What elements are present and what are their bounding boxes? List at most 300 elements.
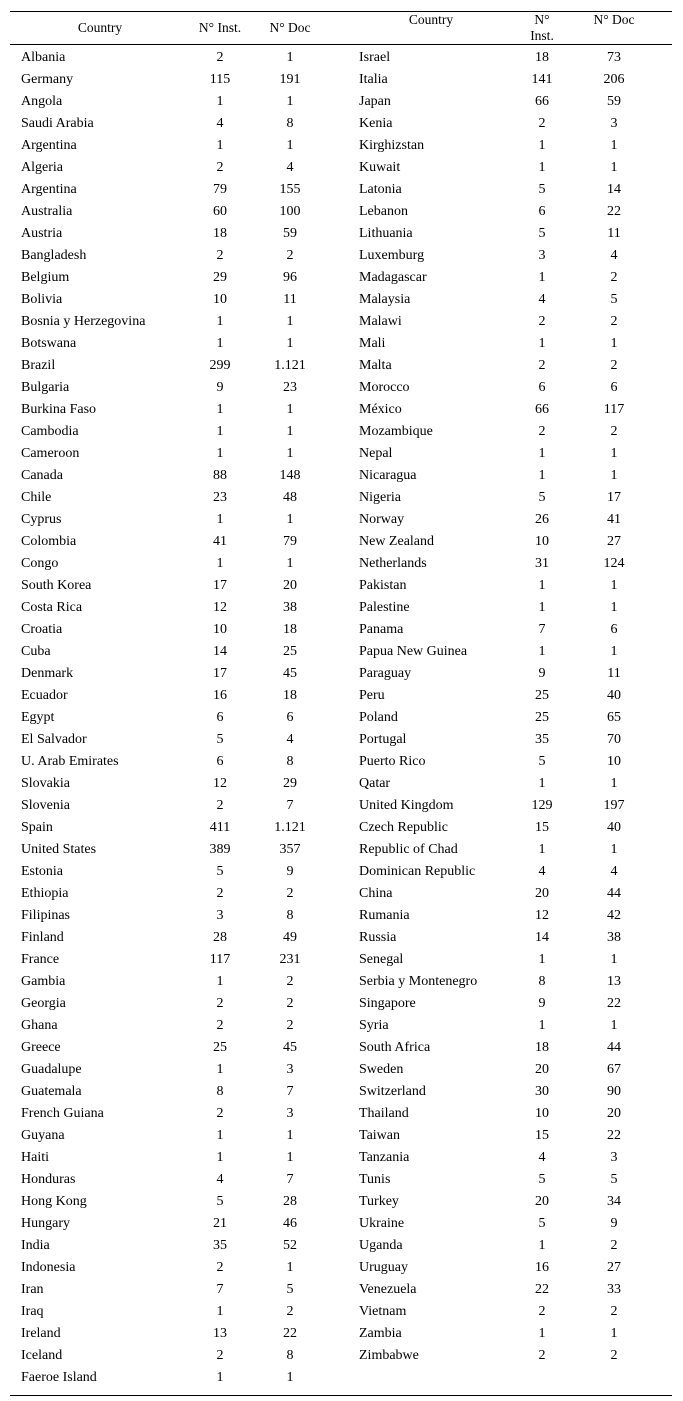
table-row	[10, 575, 341, 597]
cell-country: Zambia	[359, 1326, 402, 1341]
cell-inst: 8	[538, 974, 546, 989]
table-row	[10, 201, 341, 223]
cell-doc: 34	[607, 1194, 621, 1209]
cell-doc: 40	[607, 688, 621, 703]
cell-inst: 9	[538, 996, 546, 1011]
cell-country: New Zealand	[359, 534, 435, 549]
cell-inst: 23	[213, 490, 227, 505]
cell-doc: 18	[283, 688, 297, 703]
table-row	[341, 817, 672, 839]
header-country-left: Country	[77, 20, 123, 35]
table-row	[341, 553, 672, 575]
cell-country: Georgia	[21, 996, 66, 1011]
cell-doc: 3	[610, 116, 618, 131]
cell-country: Palestine	[359, 600, 410, 615]
cell-country: Israel	[359, 50, 391, 65]
cell-doc: 38	[607, 930, 621, 945]
cell-doc: 22	[607, 1128, 621, 1143]
cell-inst: 13	[213, 1326, 227, 1341]
cell-inst: 26	[535, 512, 549, 527]
cell-doc: 42	[607, 908, 621, 923]
cell-inst: 20	[535, 886, 549, 901]
table-row	[341, 707, 672, 729]
cell-country: France	[21, 952, 60, 967]
cell-country: Australia	[21, 204, 73, 219]
right-column	[341, 47, 672, 1389]
cell-inst: 1	[216, 336, 224, 351]
cell-country: Bolivia	[21, 292, 63, 307]
cell-inst: 28	[213, 930, 227, 945]
table-row	[10, 1191, 341, 1213]
cell-country: Tunis	[359, 1172, 391, 1187]
table-row	[341, 1235, 672, 1257]
cell-inst: 25	[535, 710, 549, 725]
cell-inst: 1	[538, 138, 546, 153]
cell-inst: 1	[538, 578, 546, 593]
cell-inst: 66	[535, 402, 549, 417]
table-row	[10, 333, 341, 355]
cell-doc: 9	[286, 864, 294, 879]
cell-inst: 25	[535, 688, 549, 703]
table-row	[341, 927, 672, 949]
cell-country: Italia	[359, 72, 388, 87]
cell-inst: 12	[535, 908, 549, 923]
header-left	[10, 20, 341, 36]
cell-country: Uganda	[359, 1238, 403, 1253]
cell-inst: 1	[216, 512, 224, 527]
cell-inst: 3	[216, 908, 224, 923]
cell-country: Nigeria	[359, 490, 401, 505]
table-row	[10, 729, 341, 751]
cell-inst: 6	[538, 380, 546, 395]
header-doc-left: N° Doc	[269, 20, 311, 35]
cell-doc: 5	[286, 1282, 294, 1297]
cell-doc: 1	[286, 446, 294, 461]
cell-doc: 1	[610, 952, 618, 967]
table-row	[341, 883, 672, 905]
table-row	[341, 597, 672, 619]
cell-country: Belgium	[21, 270, 70, 285]
table-row	[341, 465, 672, 487]
table-row	[10, 817, 341, 839]
cell-doc: 23	[283, 380, 297, 395]
cell-doc: 1	[610, 336, 618, 351]
table-row	[10, 157, 341, 179]
cell-inst: 17	[213, 578, 227, 593]
cell-inst: 16	[213, 688, 227, 703]
table-row	[341, 575, 672, 597]
cell-country: Angola	[21, 94, 63, 109]
cell-inst: 2	[538, 314, 546, 329]
cell-country: Haiti	[21, 1150, 49, 1165]
cell-inst: 15	[535, 1128, 549, 1143]
cell-doc: 29	[283, 776, 297, 791]
cell-inst: 1	[538, 336, 546, 351]
cell-doc: 2	[610, 314, 618, 329]
table-row	[341, 443, 672, 465]
cell-inst: 2	[216, 248, 224, 263]
cell-doc: 5	[610, 292, 618, 307]
cell-country: Kenia	[359, 116, 393, 131]
table-row	[341, 619, 672, 641]
cell-inst: 2	[538, 1304, 546, 1319]
table-row	[341, 311, 672, 333]
cell-country: Netherlands	[359, 556, 427, 571]
table-row	[10, 993, 341, 1015]
cell-doc: 59	[607, 94, 621, 109]
cell-country: Mozambique	[359, 424, 433, 439]
table-row	[10, 135, 341, 157]
table-row	[10, 773, 341, 795]
cell-doc: 1	[286, 314, 294, 329]
cell-inst: 4	[216, 116, 224, 131]
cell-inst: 1	[538, 842, 546, 857]
table-row	[10, 1323, 341, 1345]
cell-country: México	[359, 402, 402, 417]
cell-country: Poland	[359, 710, 398, 725]
table-row	[10, 905, 341, 927]
cell-country: Guadalupe	[21, 1062, 82, 1077]
table-row	[341, 751, 672, 773]
cell-country: United States	[21, 842, 97, 857]
table-row	[10, 1213, 341, 1235]
cell-doc: 1	[286, 94, 294, 109]
table-row	[341, 531, 672, 553]
cell-doc: 2	[610, 358, 618, 373]
cell-doc: 46	[283, 1216, 297, 1231]
cell-country: South Africa	[359, 1040, 431, 1055]
cell-inst: 2	[216, 50, 224, 65]
cell-country: Germany	[21, 72, 74, 87]
cell-inst: 2	[538, 1348, 546, 1363]
table-row	[10, 531, 341, 553]
table-row	[10, 1147, 341, 1169]
table-row	[341, 1345, 672, 1367]
cell-inst: 15	[535, 820, 549, 835]
table-row	[10, 1015, 341, 1037]
cell-inst: 10	[213, 622, 227, 637]
cell-inst: 1	[538, 1238, 546, 1253]
cell-country: Albania	[21, 50, 66, 65]
table-row	[341, 993, 672, 1015]
cell-doc: 4	[286, 160, 294, 175]
table-row	[341, 1081, 672, 1103]
table-row	[341, 1279, 672, 1301]
cell-country: Morocco	[359, 380, 410, 395]
table-row	[341, 1147, 672, 1169]
cell-country: Saudi Arabia	[21, 116, 94, 131]
cell-doc: 2	[610, 1238, 618, 1253]
cell-inst: 14	[213, 644, 227, 659]
table-row	[341, 69, 672, 91]
cell-inst: 88	[213, 468, 227, 483]
cell-country: Greece	[21, 1040, 61, 1055]
table-row	[341, 399, 672, 421]
cell-doc: 96	[283, 270, 297, 285]
cell-inst: 6	[216, 754, 224, 769]
cell-inst: 60	[213, 204, 227, 219]
cell-country: Lebanon	[359, 204, 408, 219]
cell-doc: 17	[607, 490, 621, 505]
cell-country: Norway	[359, 512, 405, 527]
table-row	[10, 553, 341, 575]
cell-inst: 25	[213, 1040, 227, 1055]
cell-doc: 49	[283, 930, 297, 945]
table-row	[10, 641, 341, 663]
table-row	[10, 377, 341, 399]
cell-doc: 44	[607, 1040, 621, 1055]
cell-country: Panama	[359, 622, 404, 637]
table-row	[10, 1169, 341, 1191]
table-row	[341, 839, 672, 861]
table-row	[341, 113, 672, 135]
table-row	[341, 135, 672, 157]
table-row	[10, 289, 341, 311]
cell-doc: 14	[607, 182, 621, 197]
table-row	[10, 795, 341, 817]
cell-doc: 8	[286, 1348, 294, 1363]
table-row	[341, 267, 672, 289]
cell-doc: 1	[610, 644, 618, 659]
cell-country: Russia	[359, 930, 397, 945]
cell-doc: 27	[607, 534, 621, 549]
table-row	[10, 223, 341, 245]
table-row	[341, 509, 672, 531]
cell-inst: 20	[535, 1194, 549, 1209]
cell-country: Burkina Faso	[21, 402, 97, 417]
table-row	[341, 773, 672, 795]
table-row	[10, 245, 341, 267]
cell-inst: 4	[216, 1172, 224, 1187]
cell-doc: 1	[286, 1128, 294, 1143]
cell-doc: 10	[607, 754, 621, 769]
cell-inst: 411	[209, 820, 231, 835]
cell-doc: 2	[286, 1304, 294, 1319]
table-row	[10, 1059, 341, 1081]
cell-country: Tanzania	[359, 1150, 410, 1165]
cell-doc: 1	[610, 776, 618, 791]
cell-inst: 1	[216, 1370, 224, 1385]
cell-country: Cuba	[21, 644, 51, 659]
cell-country: Filipinas	[21, 908, 71, 923]
cell-doc: 59	[283, 226, 297, 241]
table-row	[341, 333, 672, 355]
cell-doc: 9	[610, 1216, 618, 1231]
table-row	[341, 1257, 672, 1279]
table-row	[10, 421, 341, 443]
cell-country: Kuwait	[359, 160, 401, 175]
cell-doc: 4	[610, 248, 618, 263]
cell-doc: 27	[607, 1260, 621, 1275]
cell-doc: 1	[286, 424, 294, 439]
cell-inst: 9	[216, 380, 224, 395]
cell-inst: 1	[216, 1128, 224, 1143]
cell-inst: 12	[213, 776, 227, 791]
table-row	[341, 421, 672, 443]
table-row	[10, 1367, 341, 1389]
cell-country: Mali	[359, 336, 386, 351]
cell-country: El Salvador	[21, 732, 87, 747]
cell-inst: 1	[538, 600, 546, 615]
cell-country: Slovakia	[21, 776, 70, 791]
cell-doc: 206	[603, 72, 625, 87]
cell-country: Singapore	[359, 996, 416, 1011]
cell-country: Kirghizstan	[359, 138, 425, 153]
cell-inst: 5	[538, 1172, 546, 1187]
table-row	[10, 1081, 341, 1103]
cell-country: Luxemburg	[359, 248, 425, 263]
cell-doc: 155	[279, 182, 301, 197]
cell-doc: 20	[283, 578, 297, 593]
cell-country: Latonia	[359, 182, 402, 197]
cell-country: Bangladesh	[21, 248, 87, 263]
table-row	[10, 443, 341, 465]
cell-inst: 18	[535, 1040, 549, 1055]
table-row	[10, 1125, 341, 1147]
table-row	[10, 663, 341, 685]
cell-country: Guatemala	[21, 1084, 82, 1099]
cell-doc: 1	[610, 138, 618, 153]
cell-country: Malawi	[359, 314, 402, 329]
cell-inst: 79	[213, 182, 227, 197]
table-row	[341, 1059, 672, 1081]
cell-inst: 10	[535, 534, 549, 549]
cell-inst: 14	[535, 930, 549, 945]
cell-doc: 2	[286, 1018, 294, 1033]
cell-doc: 45	[283, 1040, 297, 1055]
table-row	[10, 509, 341, 531]
table-row	[341, 949, 672, 971]
cell-inst: 31	[535, 556, 549, 571]
cell-inst: 4	[538, 864, 546, 879]
cell-country: Congo	[21, 556, 59, 571]
table-row	[10, 91, 341, 113]
cell-inst: 117	[209, 952, 231, 967]
cell-doc: 357	[279, 842, 301, 857]
table-header	[10, 12, 672, 44]
table-row	[10, 839, 341, 861]
cell-doc: 124	[603, 556, 625, 571]
cell-doc: 52	[283, 1238, 297, 1253]
cell-doc: 33	[607, 1282, 621, 1297]
cell-inst: 1	[216, 1304, 224, 1319]
table-row	[10, 1235, 341, 1257]
cell-inst: 5	[538, 182, 546, 197]
table-row	[10, 949, 341, 971]
cell-country: Argentina	[21, 138, 77, 153]
table-row	[10, 355, 341, 377]
cell-doc: 20	[607, 1106, 621, 1121]
table-row	[341, 223, 672, 245]
cell-inst: 8	[216, 1084, 224, 1099]
cell-country: Slovenia	[21, 798, 70, 813]
table-row	[341, 905, 672, 927]
cell-country: Iran	[21, 1282, 44, 1297]
cell-inst: 1	[216, 1150, 224, 1165]
cell-doc: 73	[607, 50, 621, 65]
cell-inst: 2	[216, 886, 224, 901]
table-row	[341, 201, 672, 223]
table-row	[341, 1213, 672, 1235]
cell-inst: 1	[216, 1062, 224, 1077]
table-row	[341, 1323, 672, 1345]
cell-doc: 1	[610, 468, 618, 483]
table-row	[10, 69, 341, 91]
cell-country: U. Arab Emirates	[21, 754, 119, 769]
cell-country: Costa Rica	[21, 600, 83, 615]
table-row	[341, 729, 672, 751]
cell-inst: 1	[538, 644, 546, 659]
cell-country: Spain	[21, 820, 53, 835]
table-row	[10, 751, 341, 773]
left-column	[10, 47, 341, 1389]
table-row	[10, 179, 341, 201]
table-row	[10, 1301, 341, 1323]
cell-inst: 2	[216, 1348, 224, 1363]
table-row	[341, 861, 672, 883]
cell-country: Dominican Republic	[359, 864, 476, 879]
cell-country: Honduras	[21, 1172, 76, 1187]
cell-doc: 1	[286, 1260, 294, 1275]
cell-doc: 1	[610, 578, 618, 593]
cell-country: Pakistan	[359, 578, 407, 593]
cell-doc: 38	[283, 600, 297, 615]
cell-country: Cyprus	[21, 512, 62, 527]
cell-inst: 10	[535, 1106, 549, 1121]
cell-country: Syria	[359, 1018, 389, 1033]
table-row	[10, 861, 341, 883]
cell-inst: 5	[538, 226, 546, 241]
cell-country: Nepal	[359, 446, 393, 461]
cell-country: Gambia	[21, 974, 66, 989]
table-row	[341, 795, 672, 817]
cell-doc: 117	[603, 402, 625, 417]
cell-country: Turkey	[359, 1194, 399, 1209]
table-row	[341, 1103, 672, 1125]
cell-inst: 18	[213, 226, 227, 241]
table-row	[10, 465, 341, 487]
cell-country: Venezuela	[359, 1282, 417, 1297]
cell-inst: 1	[538, 776, 546, 791]
table-row	[10, 685, 341, 707]
cell-country: Brazil	[21, 358, 56, 373]
cell-inst: 2	[216, 160, 224, 175]
cell-country: Uruguay	[359, 1260, 408, 1275]
cell-inst: 5	[538, 490, 546, 505]
cell-doc: 7	[286, 1172, 294, 1187]
cell-doc: 41	[607, 512, 621, 527]
cell-doc: 7	[286, 1084, 294, 1099]
cell-country: Vietnam	[359, 1304, 407, 1319]
cell-inst: 35	[213, 1238, 227, 1253]
cell-country: Taiwan	[359, 1128, 401, 1143]
cell-inst: 35	[535, 732, 549, 747]
table-row	[341, 47, 672, 69]
cell-country: Finland	[21, 930, 64, 945]
cell-country: Egypt	[21, 710, 55, 725]
cell-doc: 1	[610, 160, 618, 175]
cell-doc: 25	[283, 644, 297, 659]
cell-inst: 2	[538, 358, 546, 373]
cell-doc: 6	[286, 710, 294, 725]
table-row	[341, 1191, 672, 1213]
cell-inst: 2	[216, 1106, 224, 1121]
cell-doc: 28	[283, 1194, 297, 1209]
table-row	[341, 377, 672, 399]
cell-doc: 79	[283, 534, 297, 549]
table-row	[10, 113, 341, 135]
cell-country: Iceland	[21, 1348, 63, 1363]
